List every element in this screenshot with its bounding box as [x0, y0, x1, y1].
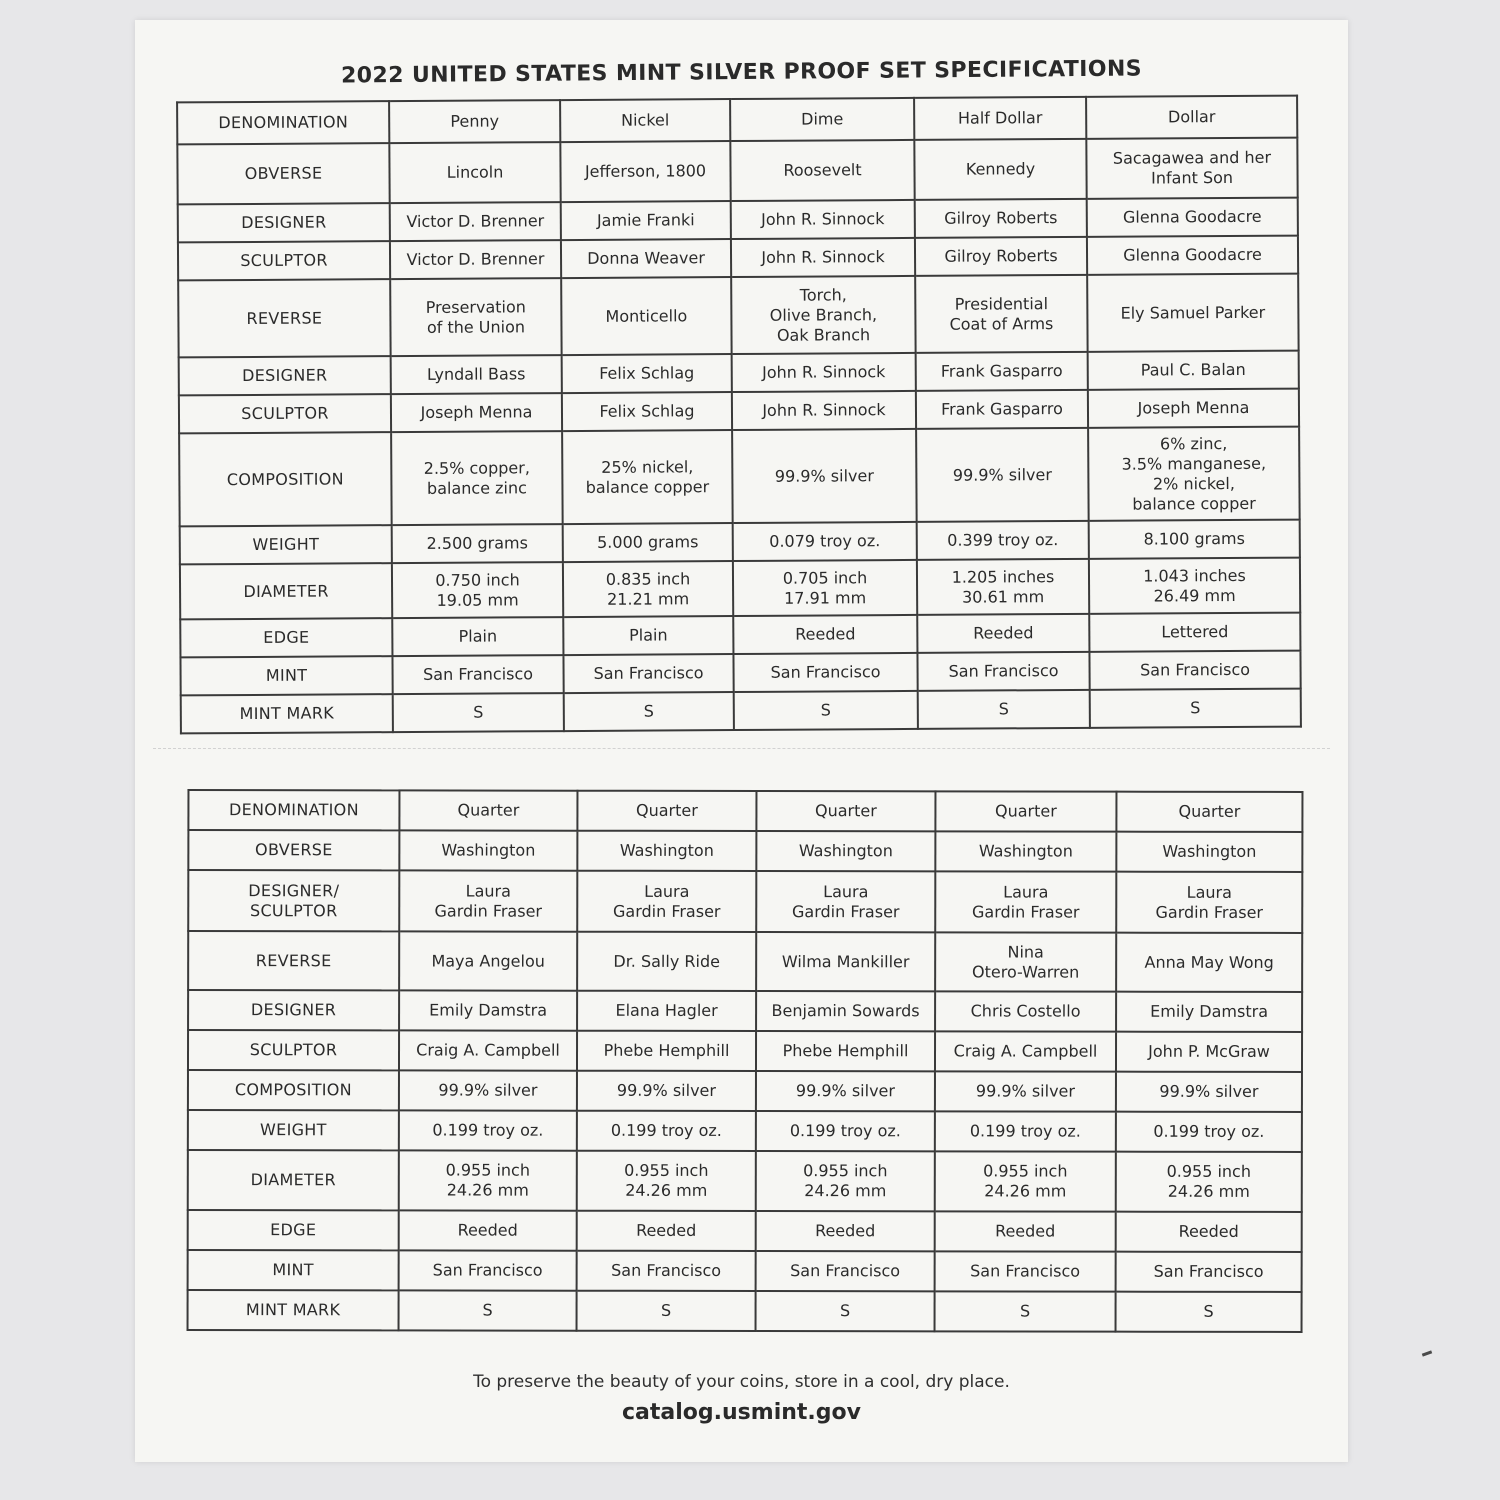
table-cell: 99.9% silver [756, 1071, 935, 1111]
table-cell: Lincoln [389, 142, 560, 203]
row-label: OBVERSE [188, 830, 399, 870]
table-row [180, 558, 1300, 620]
table-row [188, 1210, 1302, 1252]
row-label: DIAMETER [188, 1150, 399, 1210]
table-cell: Glenna Goodacre [1087, 236, 1298, 275]
table-cell: Felix Schlag [562, 392, 732, 431]
table-cell: Emily Damstra [1116, 992, 1302, 1032]
table-cell: S [1090, 689, 1301, 728]
table-cell: Reeded [756, 1211, 935, 1251]
table-cell: Nina Otero-Warren [935, 932, 1116, 991]
row-label: MINT [180, 656, 392, 695]
table-row [188, 790, 1302, 832]
table-cell: 99.9% silver [1116, 1072, 1302, 1112]
table-cell: 8.100 grams [1089, 520, 1300, 559]
page-title: 2022 UNITED STATES MINT SILVER PROOF SET SPECIFICATIONS [340, 56, 1143, 89]
table-cell: San Francisco [935, 1251, 1116, 1291]
row-label: DIAMETER [180, 563, 392, 619]
table-cell: John P. McGraw [1116, 1032, 1302, 1072]
table-cell: San Francisco [399, 1250, 577, 1290]
table-cell: Kennedy [914, 139, 1086, 200]
table-cell: San Francisco [917, 652, 1089, 691]
table-cell: Penny [389, 100, 560, 143]
table-row [188, 1110, 1302, 1152]
table-cell: S [756, 1291, 935, 1331]
table-row [188, 990, 1302, 1032]
table-cell: Plain [392, 617, 563, 656]
table-row [177, 96, 1297, 145]
catalog-url: catalog.usmint.gov [622, 1400, 861, 1425]
table-cell: Dime [730, 98, 914, 141]
table-cell: Elana Hagler [577, 991, 756, 1031]
table-cell: 0.199 troy oz. [577, 1111, 756, 1151]
table-cell: Washington [1116, 832, 1302, 872]
table-cell: S [393, 693, 564, 732]
table-cell: Presidential Coat of Arms [915, 275, 1087, 353]
table-cell: Washington [577, 831, 756, 871]
table-cell: Chris Costello [935, 991, 1116, 1031]
row-label: EDGE [188, 1210, 399, 1250]
table-cell: S [734, 691, 918, 730]
table-cell: Washington [399, 830, 577, 870]
table-cell: 0.199 troy oz. [1116, 1112, 1302, 1152]
table-cell: Victor D. Brenner [390, 240, 561, 279]
table-cell: 0.835 inch 21.21 mm [563, 561, 733, 617]
row-label: DENOMINATION [177, 101, 389, 144]
table-cell: Phebe Hemphill [577, 1031, 756, 1071]
table-cell: 0.750 inch 19.05 mm [392, 562, 563, 618]
row-label: MINT MARK [188, 1290, 399, 1330]
row-label: REVERSE [178, 279, 390, 357]
table-cell: 0.955 inch 24.26 mm [1116, 1152, 1302, 1212]
table-cell: Nickel [560, 99, 730, 142]
table-cell: San Francisco [563, 654, 733, 693]
table-cell: Lyndall Bass [391, 355, 562, 394]
table-row [188, 870, 1302, 933]
table-row [188, 1150, 1302, 1212]
table-cell: S [918, 690, 1090, 729]
table-cell: 0.955 inch 24.26 mm [399, 1150, 577, 1210]
row-label: SCULPTOR [178, 241, 390, 280]
row-label: DENOMINATION [188, 790, 399, 830]
table-cell: John R. Sinnock [731, 200, 915, 239]
spec-table-top [176, 95, 1302, 735]
table-cell: San Francisco [392, 655, 563, 694]
table-cell: 0.199 troy oz. [399, 1110, 577, 1150]
table-cell: Dr. Sally Ride [577, 932, 756, 991]
table-cell: 1.205 inches 30.61 mm [917, 559, 1089, 615]
table-cell: Paul C. Balan [1088, 351, 1299, 390]
row-label: EDGE [180, 618, 392, 657]
table-cell: San Francisco [1089, 651, 1300, 690]
table-cell: Torch, Olive Branch, Oak Branch [731, 276, 915, 354]
table-cell: Laura Gardin Fraser [935, 871, 1116, 932]
row-label: OBVERSE [177, 143, 389, 204]
table-cell: 0.955 inch 24.26 mm [935, 1151, 1116, 1211]
row-label: MINT MARK [181, 694, 393, 733]
table-cell: Reeded [577, 1211, 756, 1251]
table-cell: San Francisco [577, 1251, 756, 1291]
table-cell: Half Dollar [914, 97, 1086, 140]
table-cell: 2.500 grams [392, 524, 563, 563]
table-cell: Laura Gardin Fraser [756, 871, 935, 932]
table-cell: San Francisco [733, 653, 917, 692]
row-label: COMPOSITION [179, 432, 392, 526]
table-cell: 25% nickel, balance copper [562, 430, 733, 524]
table-row [188, 1070, 1302, 1112]
table-cell: Emily Damstra [399, 990, 577, 1030]
fold-line [153, 748, 1330, 749]
table-cell: John R. Sinnock [732, 353, 916, 392]
table-cell: Wilma Mankiller [756, 932, 935, 991]
table-cell: Joseph Menna [1088, 389, 1299, 428]
row-label: WEIGHT [188, 1110, 399, 1150]
table-cell: Jefferson, 1800 [560, 141, 730, 202]
row-label: DESIGNER/ SCULPTOR [188, 870, 399, 931]
table-row [181, 689, 1301, 734]
table-cell: 0.079 troy oz. [733, 522, 917, 561]
table-row [178, 274, 1298, 358]
table-cell: Craig A. Campbell [935, 1031, 1116, 1071]
table-row [188, 1250, 1302, 1292]
table-cell: S [935, 1291, 1116, 1331]
table-cell: Monticello [561, 277, 731, 355]
table-cell: Lettered [1089, 613, 1300, 652]
table-cell: Preservation of the Union [390, 278, 561, 356]
table-cell: 5.000 grams [563, 523, 733, 562]
table-cell: Craig A. Campbell [399, 1030, 577, 1070]
table-cell: Roosevelt [730, 140, 914, 201]
table-cell: Frank Gasparro [916, 390, 1088, 429]
table-cell: Victor D. Brenner [390, 202, 561, 241]
row-label: DESIGNER [179, 356, 391, 395]
table-cell: Sacagawea and her Infant Son [1086, 138, 1297, 199]
table-cell: Glenna Goodacre [1087, 198, 1298, 237]
table-row [188, 1290, 1302, 1332]
table-cell: 0.955 inch 24.26 mm [577, 1151, 756, 1211]
table-cell: 0.955 inch 24.26 mm [756, 1151, 935, 1211]
table-cell: Washington [935, 831, 1116, 871]
care-note: To preserve the beauty of your coins, store in a cool, dry place. [473, 1372, 1010, 1392]
table-cell: Reeded [935, 1211, 1116, 1251]
row-label: WEIGHT [180, 525, 392, 564]
table-cell: 0.705 inch 17.91 mm [733, 560, 917, 616]
table-cell: Reeded [1116, 1212, 1302, 1252]
table-cell: Plain [563, 616, 733, 655]
table-cell: 99.9% silver [916, 428, 1089, 522]
spec-table-bottom [187, 789, 1304, 1333]
table-cell: 99.9% silver [577, 1071, 756, 1111]
table-cell: S [577, 1291, 756, 1331]
table-cell: 0.199 troy oz. [756, 1111, 935, 1151]
table-cell: Laura Gardin Fraser [399, 870, 577, 931]
table-cell: 1.043 inches 26.49 mm [1089, 558, 1300, 614]
table-cell: Jamie Franki [561, 201, 731, 240]
table-cell: S [399, 1290, 577, 1330]
row-label: DESIGNER [188, 990, 399, 1030]
table-cell: S [564, 692, 734, 731]
table-cell: Joseph Menna [391, 393, 562, 432]
table-cell: Dollar [1086, 96, 1297, 139]
table-cell: Gilroy Roberts [915, 199, 1087, 238]
row-label: COMPOSITION [188, 1070, 399, 1110]
table-cell: Felix Schlag [562, 354, 732, 393]
table-cell: Quarter [399, 790, 577, 830]
spec-card [135, 20, 1348, 1462]
table-cell: 0.399 troy oz. [917, 521, 1089, 560]
table-row [179, 427, 1300, 527]
table-cell: San Francisco [756, 1251, 935, 1291]
table-cell: 99.9% silver [732, 429, 917, 523]
row-label: MINT [188, 1250, 399, 1290]
table-cell: Reeded [917, 614, 1089, 653]
table-cell: Gilroy Roberts [915, 237, 1087, 276]
table-cell: Quarter [577, 791, 756, 831]
table-cell: Maya Angelou [399, 931, 577, 990]
table-cell: Reeded [733, 615, 917, 654]
table-cell: 2.5% copper, balance zinc [391, 431, 563, 525]
table-cell: San Francisco [1116, 1252, 1302, 1292]
row-label: DESIGNER [178, 203, 390, 242]
table-cell: John R. Sinnock [731, 238, 915, 277]
row-label: SCULPTOR [188, 1030, 399, 1070]
table-cell: Phebe Hemphill [756, 1031, 935, 1071]
table-cell: 0.199 troy oz. [935, 1111, 1116, 1151]
table-row [188, 1030, 1302, 1072]
table-cell: Reeded [399, 1210, 577, 1250]
table-cell: Anna May Wong [1116, 933, 1302, 992]
table-cell: S [1116, 1292, 1302, 1332]
table-cell: Quarter [1116, 792, 1302, 832]
row-label: SCULPTOR [179, 394, 391, 433]
table-cell: John R. Sinnock [732, 391, 916, 430]
table-row [188, 830, 1302, 872]
table-cell: Ely Samuel Parker [1087, 274, 1298, 352]
table-cell: 6% zinc, 3.5% manganese, 2% nickel, balance copper [1088, 427, 1300, 521]
table-row [188, 931, 1302, 992]
table-cell: Quarter [756, 791, 935, 831]
background-mark [1422, 1350, 1432, 1356]
table-cell: Washington [756, 831, 935, 871]
table-cell: Benjamin Sowards [756, 991, 935, 1031]
table-row [177, 138, 1297, 205]
table-cell: Laura Gardin Fraser [1116, 872, 1302, 933]
table-cell: Laura Gardin Fraser [577, 871, 756, 932]
table-cell: Quarter [935, 791, 1116, 831]
table-cell: 99.9% silver [399, 1070, 577, 1110]
row-label: REVERSE [188, 931, 399, 990]
table-cell: Donna Weaver [561, 239, 731, 278]
table-cell: 99.9% silver [935, 1071, 1116, 1111]
table-cell: Frank Gasparro [916, 352, 1088, 391]
